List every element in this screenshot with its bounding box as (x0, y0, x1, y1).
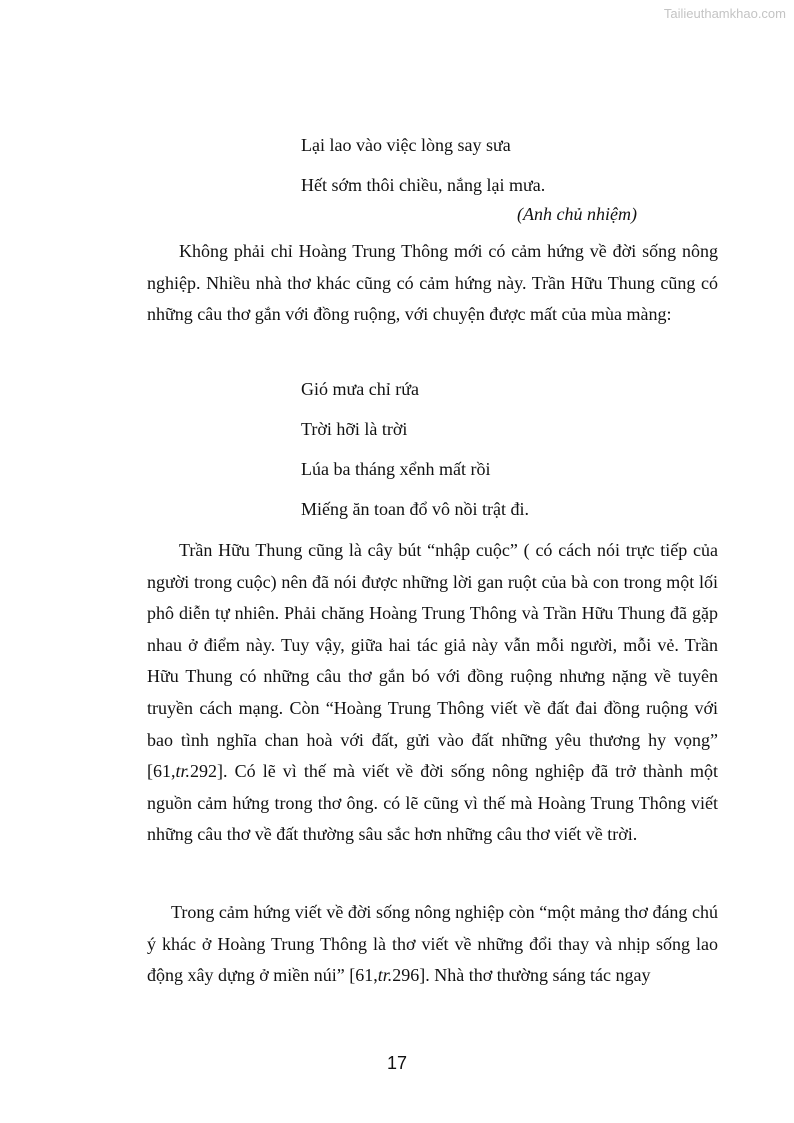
verse-line: Lúa ba tháng xểnh mất rồi (301, 459, 491, 479)
verse-block-1 (301, 125, 545, 205)
verse-line: Gió mưa chỉ rứa (301, 379, 419, 399)
watermark: Tailieuthamkhao.com (663, 6, 786, 21)
verse-block-2 (301, 369, 529, 529)
citation-abbreviation: tr. (175, 761, 191, 782)
paragraph-2-text-b: 292]. Có lẽ vì thế mà viết về đời sống nông nghiệp đã trở thành một nguồn cảm hứng trong thơ ông. có lẽ cũng vì thế mà Hoàng Trung Thông viết những câu thơ về đất thường sâu sắc hơn những câu thơ viết về trời. (147, 761, 718, 845)
page-number: 17 (386, 1053, 408, 1073)
paragraph-2 (147, 535, 718, 851)
paragraph-3-text-a: Trong cảm hứng viết về đời sống nông nghiệp còn “một mảng thơ đáng chú ý khác ở Hoàng Trung Thông là thơ viết về những đổi thay và nhịp sống lao động xây dựng ở miền núi” [61, (147, 902, 718, 986)
paragraph-2-text-a: Trần Hữu Thung cũng là cây bút “nhập cuộc” ( có cách nói trực tiếp của người trong cuộc) nên đã nói được những lời gan ruột của bà con trong một lối phô diễn tự nhiên. Phải chăng Hoàng Trung Thông và Trần Hữu Thung đã gặp nhau ở điểm này. Tuy vậy, giữa hai tác giả này vẫn mỗi người, mỗi vẻ. Trần Hữu Thung có những câu thơ gắn bó với đồng ruộng nhưng nặng về tuyên truyền cách mạng. Còn “Hoàng Trung Thông viết về đất đai đồng ruộng với bao tình nghĩa chan hoà với đất, gửi vào đất những yêu thương hy vọng” [61, (147, 540, 718, 782)
verse-line: Miếng ăn toan đổ vô nồi trật đi. (301, 499, 529, 519)
paragraph-3-text-b: 296]. Nhà thơ thường sáng tác ngay (392, 965, 651, 986)
poem-attribution: (Anh chủ nhiệm) (517, 204, 637, 224)
paragraph-1-text: Không phải chỉ Hoàng Trung Thông mới có cảm hứng về đời sống nông nghiệp. Nhiều nhà thơ khác cũng có cảm hứng này. Trần Hữu Thung cũng có những câu thơ gắn với đồng ruộng, với chuyện được mất của mùa màng: (147, 241, 718, 325)
paragraph-1 (147, 236, 718, 331)
paragraph-3 (147, 897, 718, 992)
verse-line: Lại lao vào việc lòng say sưa (301, 135, 511, 155)
verse-line: Trời hỡi là trời (301, 419, 408, 439)
verse-line: Hết sớm thôi chiều, nắng lại mưa. (301, 175, 546, 195)
citation-abbreviation: tr. (377, 965, 393, 986)
